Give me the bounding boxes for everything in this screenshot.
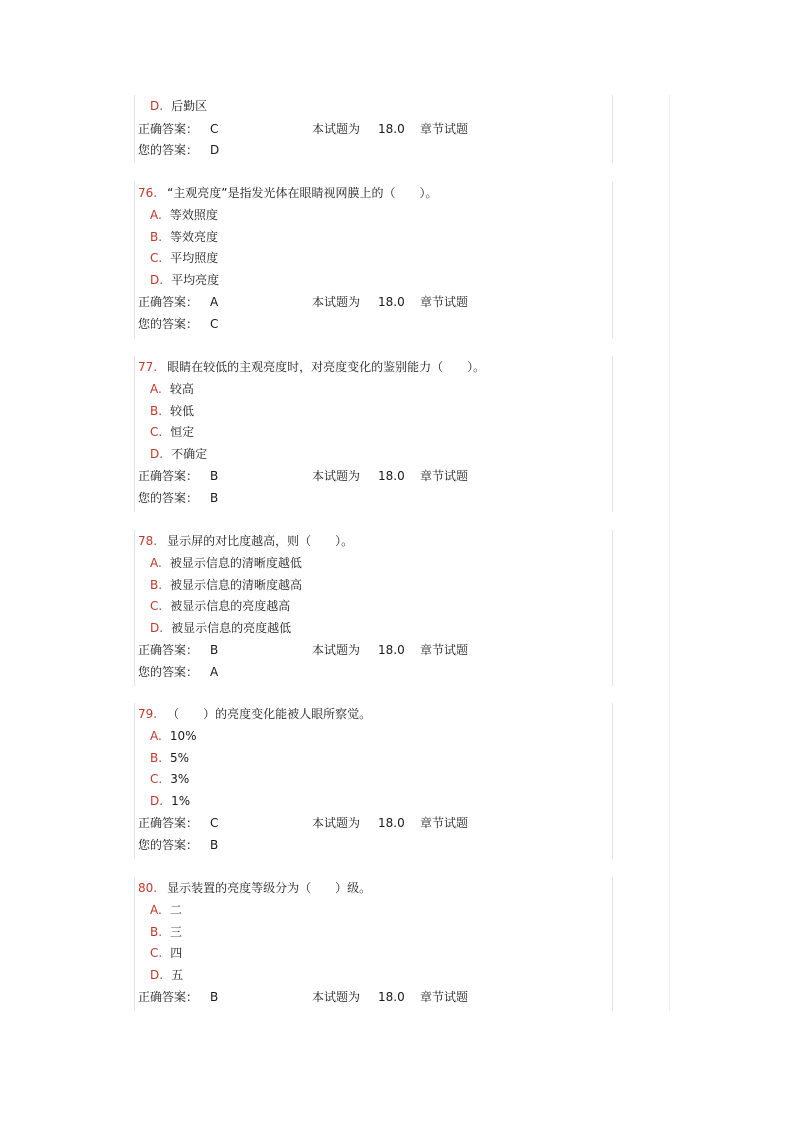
score-value: 18.0 — [378, 122, 405, 136]
your-answer-label: 您的答案： — [138, 838, 199, 852]
correct-answer-label: 正确答案： — [138, 469, 199, 483]
option-letter: A. — [150, 729, 162, 743]
your-answer-label: 您的答案： — [138, 665, 199, 679]
question-text: “主观亮度”是指发光体在眼睛视网膜上的（ ）。 — [167, 186, 438, 200]
question-text: （ ）的亮度变化能被人眼所察觉。 — [167, 707, 372, 721]
option-letter: A. — [150, 382, 162, 396]
option-text: 10% — [169, 729, 197, 743]
your-answer-label: 您的答案： — [138, 143, 199, 157]
option-letter: C. — [150, 772, 163, 786]
outer-right-rule — [669, 95, 670, 1011]
option-text: 被显示信息的亮度越低 — [171, 621, 292, 635]
block-right-rule — [612, 356, 613, 512]
question-block-fragment — [120, 95, 614, 163]
question-number: 78. — [138, 534, 158, 548]
option-row — [150, 726, 196, 746]
option-text: 四 — [170, 946, 183, 960]
question-block — [120, 703, 614, 859]
option-row — [150, 422, 194, 442]
block-left-rule — [134, 182, 135, 338]
correct-answer-row — [138, 119, 468, 139]
option-letter: D. — [150, 99, 164, 113]
score-label: 本试题为 — [312, 990, 361, 1004]
option-letter: C. — [150, 599, 163, 613]
option-row — [150, 248, 218, 268]
option-text: 二 — [169, 903, 182, 917]
correct-answer-value: B — [210, 990, 219, 1004]
correct-answer-row — [138, 813, 468, 833]
correct-answer-value: A — [210, 295, 219, 309]
option-text: 后勤区 — [171, 99, 208, 113]
question-block — [120, 877, 614, 1011]
question-text: 眼睛在较低的主观亮度时，对亮度变化的鉴别能力（ ）。 — [167, 360, 486, 374]
option-row — [150, 943, 182, 963]
score-value: 18.0 — [378, 469, 405, 483]
option-row — [150, 227, 218, 247]
option-letter: A. — [150, 903, 162, 917]
block-right-rule — [612, 95, 613, 163]
block-left-rule — [134, 95, 135, 163]
option-row — [150, 96, 207, 116]
your-answer-value: C — [210, 317, 219, 331]
option-text: 恒定 — [170, 425, 195, 439]
option-letter: C. — [150, 251, 163, 265]
option-letter: D. — [150, 968, 164, 982]
option-row — [150, 922, 182, 942]
your-answer-row — [138, 662, 312, 682]
option-row — [150, 553, 302, 573]
option-row — [150, 379, 194, 399]
option-letter: B. — [150, 230, 163, 244]
block-right-rule — [612, 530, 613, 686]
question-number: 77. — [138, 360, 158, 374]
option-text: 5% — [170, 751, 190, 765]
correct-answer-row — [138, 987, 468, 1007]
option-text: 平均亮度 — [171, 273, 220, 287]
correct-answer-label: 正确答案： — [138, 295, 199, 309]
correct-answer-row — [138, 466, 468, 486]
option-letter: D. — [150, 273, 164, 287]
option-text: 五 — [171, 968, 184, 982]
correct-answer-value: C — [210, 816, 219, 830]
option-letter: B. — [150, 404, 163, 418]
score-label: 本试题为 — [312, 122, 361, 136]
question-block — [120, 356, 614, 512]
option-text: 三 — [170, 925, 183, 939]
score-value: 18.0 — [378, 295, 405, 309]
your-answer-value: B — [210, 838, 219, 852]
option-row — [150, 270, 219, 290]
correct-answer-label: 正确答案： — [138, 643, 199, 657]
option-letter: D. — [150, 447, 164, 461]
section-label: 章节试题 — [420, 643, 469, 657]
correct-answer-label: 正确答案： — [138, 990, 199, 1004]
block-left-rule — [134, 530, 135, 686]
correct-answer-value: B — [210, 643, 219, 657]
score-value: 18.0 — [378, 990, 405, 1004]
score-label: 本试题为 — [312, 816, 361, 830]
option-row — [150, 444, 207, 464]
option-row — [150, 596, 290, 616]
your-answer-row — [138, 140, 312, 160]
question-text: 显示装置的亮度等级分为（ ）级。 — [167, 881, 372, 895]
option-text: 1% — [171, 794, 191, 808]
score-value: 18.0 — [378, 643, 405, 657]
option-letter: D. — [150, 621, 164, 635]
option-text: 较低 — [170, 404, 195, 418]
option-text: 被显示信息的亮度越高 — [170, 599, 291, 613]
your-answer-value: A — [210, 665, 219, 679]
score-label: 本试题为 — [312, 295, 361, 309]
option-row — [150, 791, 190, 811]
option-row — [150, 618, 291, 638]
option-row — [150, 401, 194, 421]
option-row — [150, 205, 218, 225]
your-answer-value: D — [210, 143, 220, 157]
block-right-rule — [612, 877, 613, 1011]
option-row — [150, 748, 189, 768]
your-answer-row — [138, 488, 312, 508]
correct-answer-label: 正确答案： — [138, 816, 199, 830]
option-letter: B. — [150, 751, 163, 765]
your-answer-row — [138, 835, 312, 855]
section-label: 章节试题 — [420, 816, 469, 830]
question-text: 显示屏的对比度越高，则（ ）。 — [167, 534, 354, 548]
option-row — [150, 900, 182, 920]
question-block — [120, 182, 614, 338]
option-text: 平均照度 — [170, 251, 219, 265]
question-row — [138, 878, 371, 898]
option-letter: B. — [150, 578, 163, 592]
option-letter: A. — [150, 556, 162, 570]
option-letter: D. — [150, 794, 164, 808]
option-text: 3% — [170, 772, 190, 786]
your-answer-label: 您的答案： — [138, 491, 199, 505]
correct-answer-value: B — [210, 469, 219, 483]
correct-answer-row — [138, 292, 468, 312]
your-answer-row — [138, 314, 312, 334]
section-label: 章节试题 — [420, 122, 469, 136]
block-right-rule — [612, 703, 613, 859]
option-letter: B. — [150, 925, 163, 939]
section-label: 章节试题 — [420, 990, 469, 1004]
question-row — [138, 704, 371, 724]
correct-answer-row — [138, 640, 468, 660]
your-answer-value: B — [210, 491, 219, 505]
option-letter: C. — [150, 425, 163, 439]
block-left-rule — [134, 703, 135, 859]
option-row — [150, 769, 189, 789]
option-text: 不确定 — [171, 447, 208, 461]
option-text: 被显示信息的清晰度越低 — [169, 556, 302, 570]
option-text: 较高 — [169, 382, 194, 396]
correct-answer-label: 正确答案： — [138, 122, 199, 136]
score-label: 本试题为 — [312, 643, 361, 657]
question-number: 80. — [138, 881, 158, 895]
question-row — [138, 531, 353, 551]
option-letter: C. — [150, 946, 163, 960]
block-left-rule — [134, 877, 135, 1011]
question-block — [120, 530, 614, 686]
score-label: 本试题为 — [312, 469, 361, 483]
option-letter: A. — [150, 208, 162, 222]
option-text: 等效亮度 — [170, 230, 219, 244]
question-number: 76. — [138, 186, 158, 200]
option-row — [150, 575, 302, 595]
correct-answer-value: C — [210, 122, 219, 136]
section-label: 章节试题 — [420, 469, 469, 483]
your-answer-label: 您的答案： — [138, 317, 199, 331]
option-text: 等效照度 — [169, 208, 218, 222]
score-value: 18.0 — [378, 816, 405, 830]
section-label: 章节试题 — [420, 295, 469, 309]
block-left-rule — [134, 356, 135, 512]
option-text: 被显示信息的清晰度越高 — [170, 578, 303, 592]
block-right-rule — [612, 182, 613, 338]
option-row — [150, 965, 183, 985]
question-row — [138, 183, 438, 203]
question-number: 79. — [138, 707, 158, 721]
question-row — [138, 357, 485, 377]
